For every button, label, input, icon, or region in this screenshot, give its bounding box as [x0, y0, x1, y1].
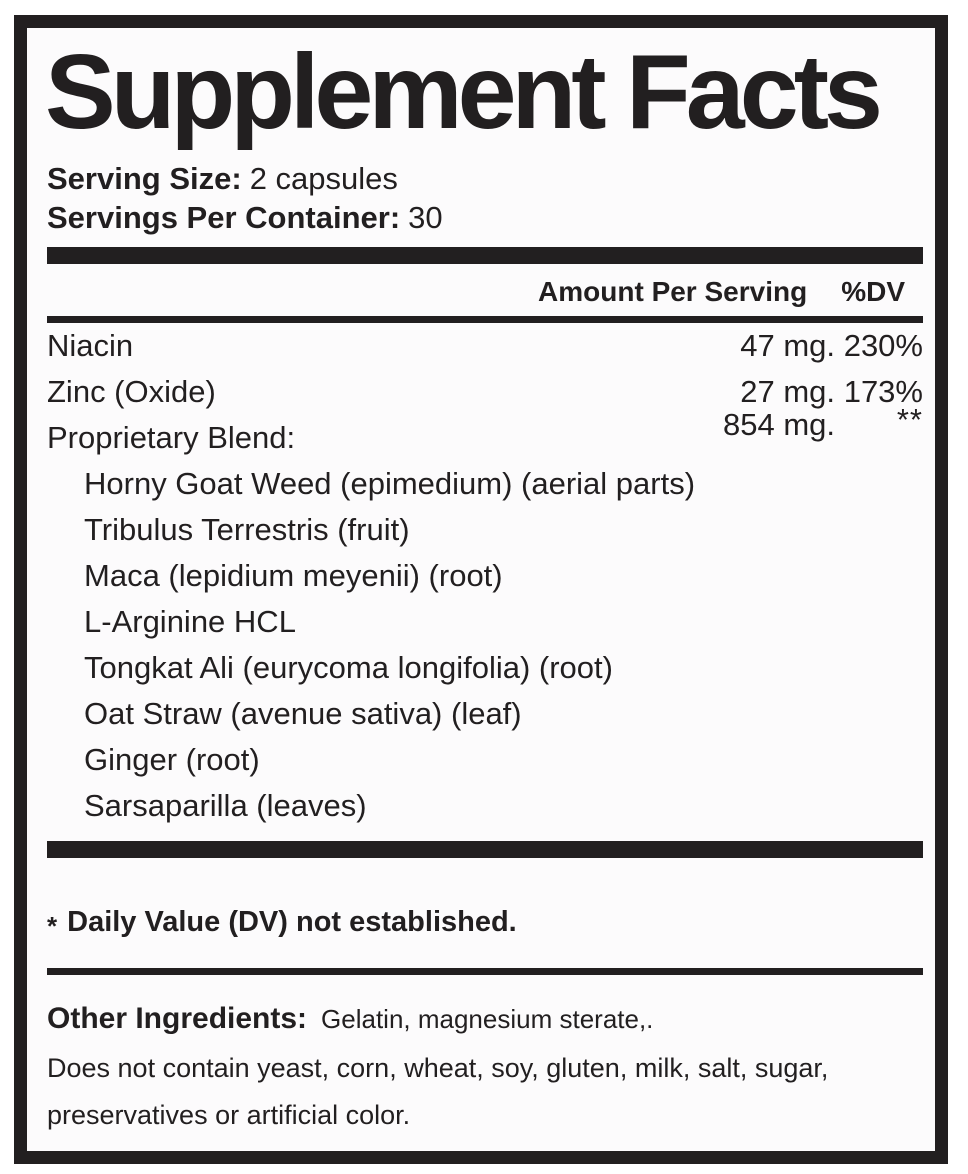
- supplement-facts-panel: [14, 15, 948, 1164]
- table-row: [47, 323, 923, 369]
- disclaimer-line: Does not contain yeast, corn, wheat, soy, gluten, milk, salt, sugar,: [47, 1052, 829, 1083]
- table-column-header: [47, 276, 923, 308]
- serving-size-label: Serving Size:: [47, 160, 242, 196]
- blend-ingredient: Sarsaparilla (leaves): [84, 787, 367, 823]
- divider-thin-header: [47, 316, 923, 323]
- nutrient-amount: 47 mg.: [740, 327, 835, 363]
- column-percent-dv: %DV: [841, 275, 905, 307]
- blend-ingredient: Horny Goat Weed (epimedium) (aerial parts): [84, 465, 696, 501]
- nutrient-name: Niacin: [47, 327, 134, 363]
- blend-ingredient: Oat Straw (avenue sativa) (leaf): [84, 695, 522, 731]
- servings-per-container-line: [47, 198, 923, 237]
- divider-thick-bottom: [47, 841, 923, 858]
- blend-ingredient: Maca (lepidium meyenii) (root): [84, 557, 503, 593]
- daily-value-footnote-text: Daily Value (DV) not established.: [67, 905, 517, 938]
- other-ingredients-value: Gelatin, magnesium sterate,.: [321, 1003, 654, 1034]
- blend-ingredient: L-Arginine HCL: [84, 603, 296, 639]
- blend-ingredient: Tribulus Terrestris (fruit): [84, 511, 410, 547]
- other-ingredients-label: Other Ingredients:: [47, 1001, 308, 1035]
- other-ingredients-line: [47, 999, 923, 1039]
- daily-value-footnote: [47, 905, 923, 939]
- nutrient-amount: 854 mg.: [722, 406, 835, 442]
- nutrient-dv: **: [896, 401, 923, 437]
- panel-title: Supplement Facts: [45, 33, 878, 151]
- blend-ingredient: Tongkat Ali (eurycoma longifolia) (root): [84, 649, 613, 685]
- table-row-proprietary-blend: [47, 401, 923, 461]
- nutrient-dv: 173%: [843, 373, 923, 409]
- divider-thick-top: [47, 247, 923, 264]
- serving-size-value: 2 capsules: [249, 160, 398, 196]
- serving-size-line: [47, 159, 923, 198]
- allergen-disclaimer: [47, 1045, 923, 1139]
- divider-thin-footer: [47, 968, 923, 975]
- servings-per-container-label: Servings Per Container:: [47, 199, 401, 235]
- serving-info: [47, 159, 923, 237]
- proprietary-blend-list: [47, 461, 923, 829]
- column-amount-per-serving: Amount Per Serving: [538, 275, 808, 307]
- nutrient-rows: [47, 323, 923, 461]
- nutrient-name: Proprietary Blend:: [47, 419, 296, 455]
- servings-per-container-value: 30: [408, 199, 443, 235]
- nutrient-amount: 27 mg.: [740, 373, 835, 409]
- disclaimer-line: preservatives or artificial color.: [47, 1099, 411, 1130]
- asterisk-glyph: *: [47, 910, 58, 941]
- nutrient-name: Zinc (Oxide): [47, 373, 216, 409]
- nutrient-dv: 230%: [843, 327, 923, 363]
- blend-ingredient: Ginger (root): [84, 741, 260, 777]
